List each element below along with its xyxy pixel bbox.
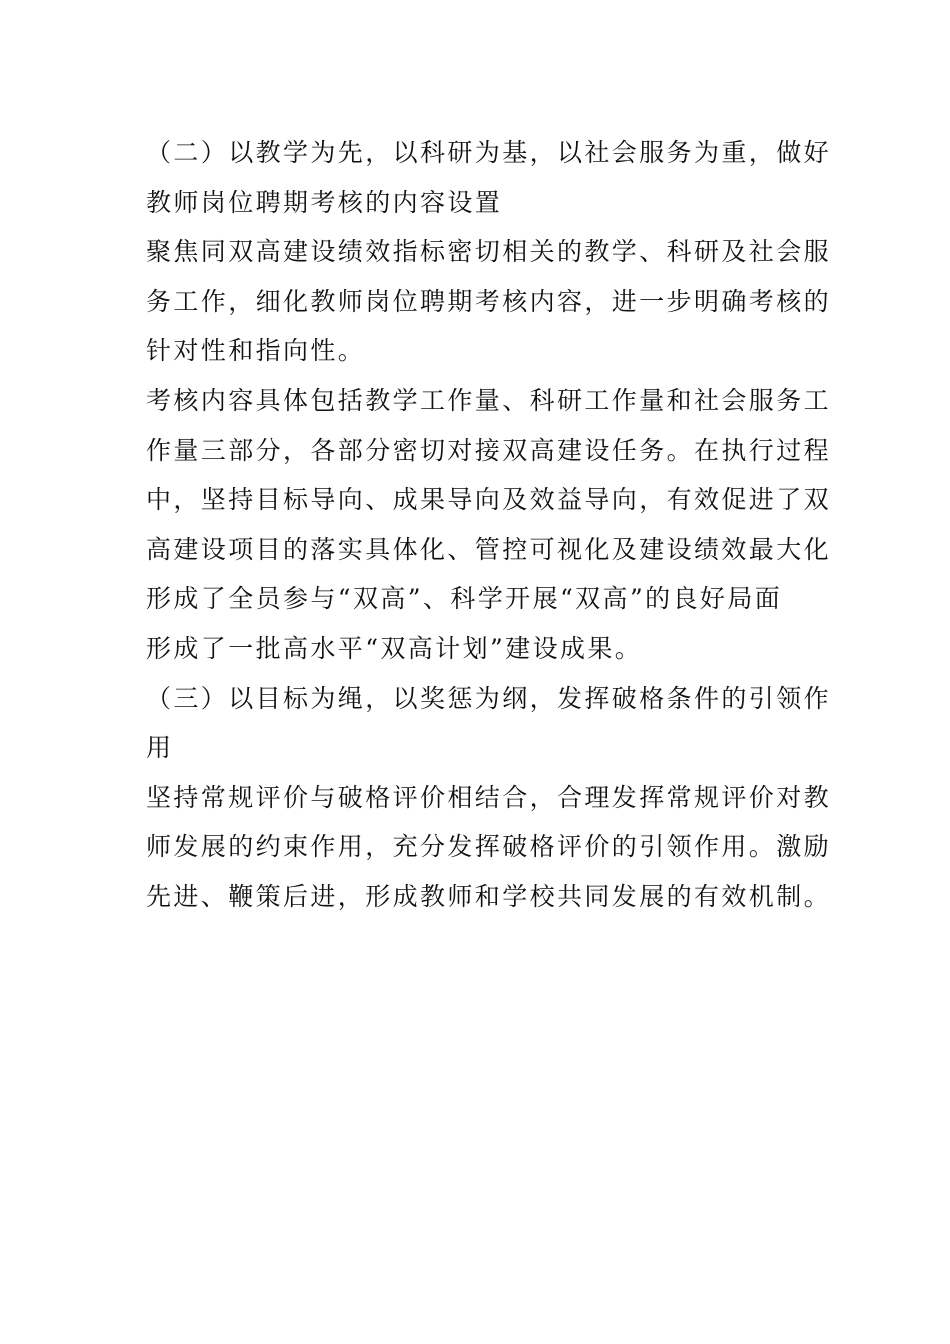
section-heading-3-line-1: （三）以目标为绳，以奖惩为纲，发挥破格条件的引领作 — [146, 683, 832, 713]
section-heading-2-line-2: 教师岗位聘期考核的内容设置 — [146, 187, 503, 217]
paragraph-3-line-2: 师发展的约束作用，充分发挥破格评价的引领作用。激励 — [146, 832, 832, 862]
paragraph-3-line-1: 坚持常规评价与破格评价相结合，合理发挥常规评价对教 — [146, 782, 832, 812]
paragraph-2-line-4: 高建设项目的落实具体化、管控可视化及建设绩效最大化 — [146, 534, 832, 564]
paragraph-2-line-1: 考核内容具体包括教学工作量、科研工作量和社会服务工 — [146, 385, 832, 415]
paragraph-1-line-1: 聚焦同双高建设绩效指标密切相关的教学、科研及社会服 — [146, 237, 832, 267]
paragraph-2-line-6: 形成了一批高水平“双高计划”建设成果。 — [146, 633, 643, 663]
paragraph-1-line-2: 务工作，细化教师岗位聘期考核内容，进一步明确考核的 — [146, 286, 832, 316]
document-body — [146, 128, 832, 922]
paragraph-3-line-3: 先进、鞭策后进，形成教师和学校共同发展的有效机制。 — [146, 881, 832, 911]
paragraph-1-line-3: 针对性和指向性。 — [146, 336, 366, 366]
paragraph-2-line-2: 作量三部分，各部分密切对接双高建设任务。在执行过程 — [146, 435, 832, 465]
section-heading-3-line-2: 用 — [146, 733, 174, 763]
section-heading-2-line-1: （二）以教学为先，以科研为基，以社会服务为重，做好 — [146, 138, 832, 167]
paragraph-2-line-5: 形成了全员参与“双高”、科学开展“双高”的良好局面 — [146, 584, 783, 614]
paragraph-2-line-3: 中，坚持目标导向、成果导向及效益导向，有效促进了双 — [146, 485, 832, 515]
